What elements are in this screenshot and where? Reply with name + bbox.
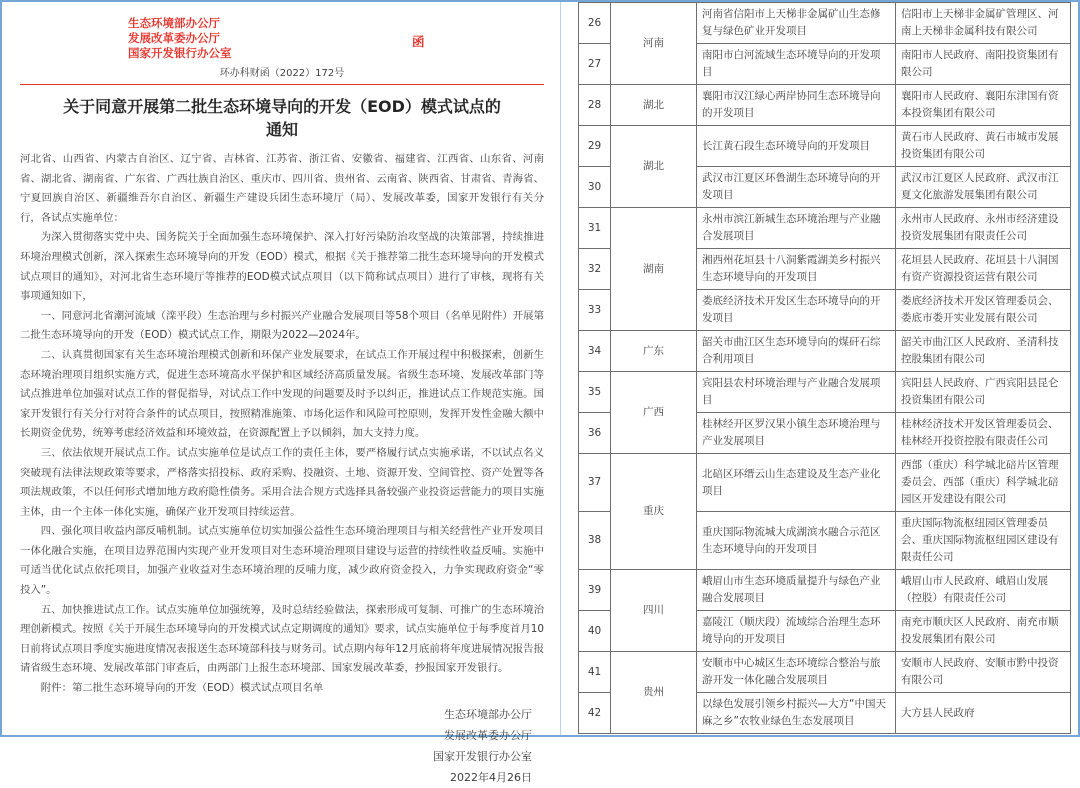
implementing-unit-cell: 西部（重庆）科学城北碚片区管理委员会、西部（重庆）科学城北碚园区开发建设有限公司 — [896, 454, 1071, 512]
doc-body — [20, 150, 544, 699]
implementing-unit-cell: 安顺市人民政府、安顺市黔中投资有限公司 — [896, 652, 1071, 693]
row-number-cell: 31 — [579, 208, 611, 249]
letterhead-agency-lines — [128, 16, 544, 61]
row-number-cell: 39 — [579, 570, 611, 611]
signature-date: 2022年4月26日 — [450, 770, 532, 784]
project-name-cell: 南阳市白河流域生态环境导向的开发项目 — [697, 44, 896, 85]
signature-line: 发展改革委办公厅 — [444, 728, 532, 742]
table-row — [579, 331, 1071, 372]
implementing-unit-cell: 桂林经济技术开发区管理委员会、桂林经开投资控股有限责任公司 — [896, 413, 1071, 454]
row-number-cell: 36 — [579, 413, 611, 454]
province-cell: 重庆 — [611, 454, 697, 570]
table-row — [579, 570, 1071, 611]
province-cell: 河南 — [611, 3, 697, 85]
implementing-unit-cell: 南阳市人民政府、南阳投资集团有限公司 — [896, 44, 1071, 85]
signature-line: 国家开发银行办公室 — [433, 749, 532, 763]
implementing-unit-cell: 花垣县人民政府、花垣县十八洞国有资产资源投资运营有限公司 — [896, 249, 1071, 290]
project-name-cell: 襄阳市汉江绿心两岸协同生态环境导向的开发项目 — [697, 85, 896, 126]
table-row — [579, 85, 1071, 126]
implementing-unit-cell: 娄底经济技术开发区管理委员会、娄底市娄开实业发展有限公司 — [896, 290, 1071, 331]
implementing-unit-cell: 峨眉山市人民政府、峨眉山发展（控股）有限责任公司 — [896, 570, 1071, 611]
implementing-unit-cell: 信阳市上天梯非金属矿管理区、河南上天梯非金属科技有限公司 — [896, 3, 1071, 44]
row-number-cell: 37 — [579, 454, 611, 512]
province-cell: 广东 — [611, 331, 697, 372]
table-row — [579, 126, 1071, 167]
implementing-unit-cell: 襄阳市人民政府、襄阳东津国有资本投资集团有限公司 — [896, 85, 1071, 126]
doc-paragraph: 附件：第二批生态环境导向的开发（EOD）模式试点项目名单 — [40, 682, 324, 695]
doc-paragraph: 二、认真贯彻国家有关生态环境治理模式创新和环保产业发展要求，在试点工作开展过程中积极探索，创新生态环境治理项目组织实施方式，促进生态环境高水平保护和区域经济高质量发展。省级生态环境、发展改革部门等试点推进单位加强对试点工作的督促指导，对试点工作中发现的问题要及时予以纠正，推进试点工作规范实施。国家开发银行有关分行对符合条件的试点项目，按照精准施策、市场化运作和风险可控原则，发挥开发性金融大额中长期资金优势，统筹考虑经济效益和环境效益，在资源配置上予以倾斜，加大支持力度。 — [20, 348, 544, 440]
project-name-cell: 永州市滨江新城生态环境治理与产业融合发展项目 — [697, 208, 896, 249]
doc-number: 环办科财函（2022）172号 — [219, 68, 345, 79]
doc-paragraph: 四、强化项目收益内部反哺机制。试点实施单位切实加强公益性生态环境治理项目与相关经营性产业开发项目一体化融合实施，在项目边界范围内实现产业开发项目对生态环境治理项目建设与运营的持续性收益反哺。实施中可适当优化试点依托项目，加强产业收益对生态环境治理的反哺力度，减少政府资金投入，力争实现政府资金“零投入”。 — [20, 525, 544, 597]
row-number-cell: 41 — [579, 652, 611, 693]
pane-divider — [560, 2, 561, 735]
row-number-cell: 42 — [579, 693, 611, 734]
attachment-table-pane[interactable] — [578, 2, 1074, 735]
project-name-cell: 北碚区环缙云山生态建设及生态产业化项目 — [697, 454, 896, 512]
project-name-cell: 韶关市曲江区生态环境导向的煤矸石综合利用项目 — [697, 331, 896, 372]
table-row — [579, 454, 1071, 512]
doc-paragraph: 一、同意河北省潮河流域（滦平段）生态治理与乡村振兴产业融合发展项目等58个项目（名单见附件）开展第二批生态环境导向的开发（EOD）模式试点工作，期限为2022—2024年。 — [20, 309, 544, 342]
province-cell: 湖北 — [611, 85, 697, 126]
row-number-cell: 30 — [579, 167, 611, 208]
project-name-cell: 安顺市中心城区生态环境综合整治与旅游开发一体化融合发展项目 — [697, 652, 896, 693]
letterhead-line: 国家开发银行办公室 — [128, 46, 232, 60]
doc-title: 关于同意开展第二批生态环境导向的开发（EOD）模式试点的通知 — [63, 97, 501, 139]
province-cell: 广西 — [611, 372, 697, 454]
doc-paragraph: 五、加快推进试点工作。试点实施单位加强统筹，及时总结经验做法，探索形成可复制、可推广的生态环境治理创新模式。按照《关于开展生态环境导向的开发模式试点定期调度的通知》要求，试点实施单位于每季度首月10日前将试点项目季度实施进度情况表报送生态环境部科技与财务司。试点期内每年12月底前将年度进展情况报告报请省级生态环境、发展改革部门审查后，由两部门上报生态环境部、国家发展改革委，抄报国家开发银行。 — [20, 603, 544, 675]
table-row — [579, 3, 1071, 44]
doc-paragraph: 河北省、山西省、内蒙古自治区、辽宁省、吉林省、江苏省、浙江省、安徽省、福建省、江西省、山东省、河南省、湖北省、湖南省、广东省、广西壮族自治区、重庆市、四川省、贵州省、云南省、陕西省、甘肃省、青海省、宁夏回族自治区、新疆维吾尔自治区、新疆生产建设兵团生态环境厅（局）、发展改革委，国家开发银行有关分行，各试点实施单位： — [20, 153, 544, 224]
province-cell: 湖北 — [611, 126, 697, 208]
row-number-cell: 29 — [579, 126, 611, 167]
province-cell: 贵州 — [611, 652, 697, 734]
doc-paragraph: 为深入贯彻落实党中央、国务院关于全面加强生态环境保护、深入打好污染防治攻坚战的决策部署，持续推进环境治理模式创新，深入探索生态环境导向的开发（EOD）模式，根据《关于推荐第二批生态环境导向的开发模式试点项目的通知》，对河北省生态环境厅等推荐的EOD模式试点项目（以下简称试点项目）进行了审核，现将有关事项通知如下， — [20, 231, 544, 303]
implementing-unit-cell: 韶关市曲江区人民政府、圣清科技控股集团有限公司 — [896, 331, 1071, 372]
row-number-cell: 40 — [579, 611, 611, 652]
implementing-unit-cell: 大方县人民政府 — [896, 693, 1071, 734]
province-cell: 四川 — [611, 570, 697, 652]
project-name-cell: 长江黄石段生态环境导向的开发项目 — [697, 126, 896, 167]
project-name-cell: 嘉陵江（顺庆段）流域综合治理生态环境导向的开发项目 — [697, 611, 896, 652]
row-number-cell: 28 — [579, 85, 611, 126]
implementing-unit-cell: 重庆国际物流枢纽园区管理委员会、重庆国际物流枢纽园区建设有限责任公司 — [896, 512, 1071, 570]
pilot-project-table — [578, 2, 1071, 734]
project-name-cell: 重庆国际物流城大成湖滨水融合示范区生态环境导向的开发项目 — [697, 512, 896, 570]
project-name-cell: 峨眉山市生态环境质量提升与绿色产业融合发展项目 — [697, 570, 896, 611]
row-number-cell: 38 — [579, 512, 611, 570]
table-row — [579, 208, 1071, 249]
signature-block — [20, 704, 544, 788]
letterhead-line: 生态环境部办公厅 — [128, 16, 220, 30]
implementing-unit-cell: 武汉市江夏区人民政府、武汉市江夏文化旅游发展集团有限公司 — [896, 167, 1071, 208]
implementing-unit-cell: 黄石市人民政府、黄石市城市发展投资集团有限公司 — [896, 126, 1071, 167]
letterhead — [20, 16, 544, 63]
letterhead-divider-rule — [20, 84, 544, 85]
project-name-cell: 娄底经济技术开发区生态环境导向的开发项目 — [697, 290, 896, 331]
table-row — [579, 372, 1071, 413]
project-name-cell: 河南省信阳市上天梯非金属矿山生态修复与绿色矿业开发项目 — [697, 3, 896, 44]
row-number-cell: 27 — [579, 44, 611, 85]
signature-line: 生态环境部办公厅 — [444, 707, 532, 721]
implementing-unit-cell: 南充市顺庆区人民政府、南充市顺投发展集团有限公司 — [896, 611, 1071, 652]
project-name-cell: 桂林经开区罗汉果小镇生态环境治理与产业发展项目 — [697, 413, 896, 454]
implementing-unit-cell: 宾阳县人民政府、广西宾阳县昆仑投资集团有限公司 — [896, 372, 1071, 413]
row-number-cell: 34 — [579, 331, 611, 372]
letterhead-line: 发展改革委办公厅 — [128, 31, 220, 45]
doc-paragraph: 三、依法依规开展试点工作。试点实施单位是试点工作的责任主体，要严格履行试点实施承诺，不以试点名义突破现有法律法规政策等要求，严格落实招投标、政府采购、投融资、土地、资源开发、空间管控、资产处置等各项法规政策，不以任何形式增加地方政府隐性债务。采用合法合规方式选择具备较强产业投资运营能力的项目实施主体，由一个主体一体化实施，确保产业开发项目持续运营。 — [20, 446, 544, 518]
project-name-cell: 武汉市江夏区环鲁湖生态环境导向的开发项目 — [697, 167, 896, 208]
table-row — [579, 652, 1071, 693]
row-number-cell: 35 — [579, 372, 611, 413]
document-pane[interactable] — [2, 2, 560, 784]
letter-type-char: 函 — [412, 34, 425, 49]
implementing-unit-cell: 永州市人民政府、永州市经济建设投资发展集团有限责任公司 — [896, 208, 1071, 249]
row-number-cell: 32 — [579, 249, 611, 290]
project-name-cell: 湘西州花垣县十八洞紫霞湖美乡村振兴生态环境导向的开发项目 — [697, 249, 896, 290]
project-name-cell: 以绿色发展引领乡村振兴—大方“中国天麻之乡”农牧业绿色生态发展项目 — [697, 693, 896, 734]
row-number-cell: 26 — [579, 3, 611, 44]
project-name-cell: 宾阳县农村环境治理与产业融合发展项目 — [697, 372, 896, 413]
province-cell: 湖南 — [611, 208, 697, 331]
row-number-cell: 33 — [579, 290, 611, 331]
